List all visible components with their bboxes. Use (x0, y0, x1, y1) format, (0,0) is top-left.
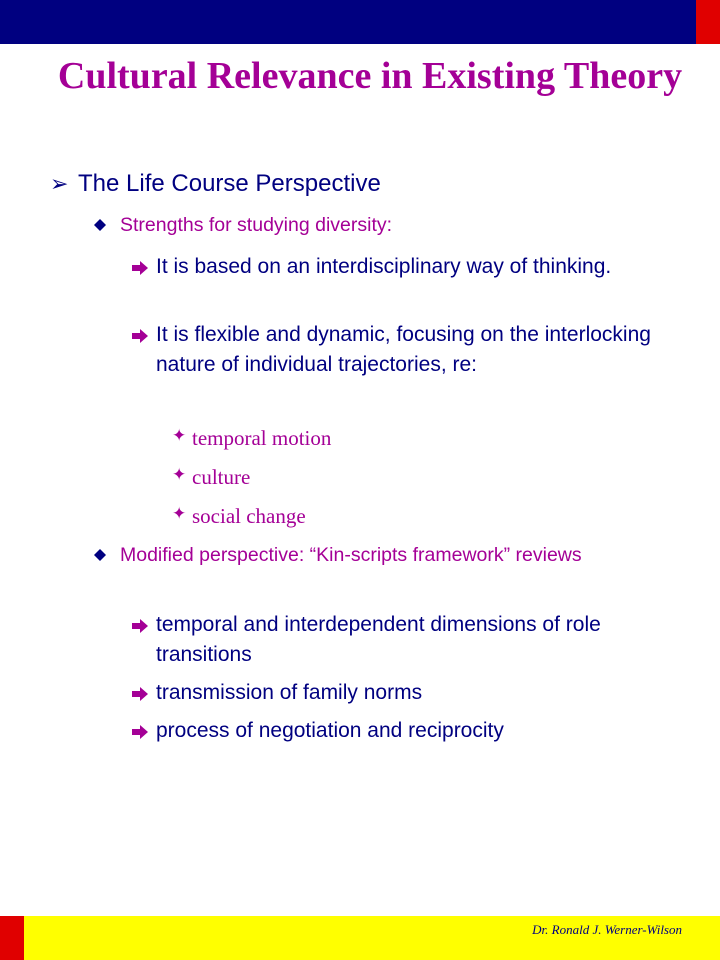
arrow-icon (132, 329, 148, 343)
bottom-red-accent (0, 916, 24, 960)
four-point-star-icon: ✦ (172, 465, 187, 485)
modified-label: Modified perspective: “Kin-scripts framework” reviews (120, 544, 582, 566)
heading-text: The Life Course Perspective (78, 170, 381, 197)
modified-text: temporal and interdependent dimensions of role transitions (156, 613, 601, 666)
strength-text: It is flexible and dynamic, focusing on the interlocking nature of individual trajectories, re: (156, 323, 651, 376)
slide-title: Cultural Relevance in Existing Theory (57, 55, 683, 97)
strength-point (156, 320, 686, 380)
arrow-icon (132, 261, 148, 275)
modified-text: process of negotiation and reciprocity (156, 719, 504, 742)
dimension-text: temporal motion (192, 426, 332, 450)
strength-point (156, 252, 686, 282)
dimension-item (172, 465, 251, 490)
four-point-star-icon: ✦ (172, 504, 187, 524)
top-banner (0, 0, 720, 44)
dimension-text: social change (192, 504, 306, 528)
strength-text: It is based on an interdisciplinary way of thinking. (156, 255, 612, 278)
strengths-label: Strengths for studying diversity: (120, 214, 393, 236)
modified-item (120, 542, 680, 569)
arrowhead-icon: ➢ (50, 171, 69, 196)
dimension-text: culture (192, 465, 251, 489)
diamond-icon (94, 549, 106, 561)
modified-point (156, 678, 686, 708)
dimension-item (172, 426, 332, 451)
author-footer: Dr. Ronald J. Werner-Wilson (532, 922, 682, 937)
diamond-icon (94, 219, 106, 231)
top-red-accent (696, 0, 720, 44)
arrow-icon (132, 725, 148, 739)
four-point-star-icon: ✦ (172, 426, 187, 446)
arrow-icon (132, 619, 148, 633)
strengths-item (120, 212, 392, 239)
modified-point (156, 716, 686, 746)
heading-item (50, 170, 381, 198)
modified-point (156, 610, 686, 670)
arrow-icon (132, 687, 148, 701)
modified-text: transmission of family norms (156, 681, 423, 704)
dimension-item (172, 504, 306, 529)
